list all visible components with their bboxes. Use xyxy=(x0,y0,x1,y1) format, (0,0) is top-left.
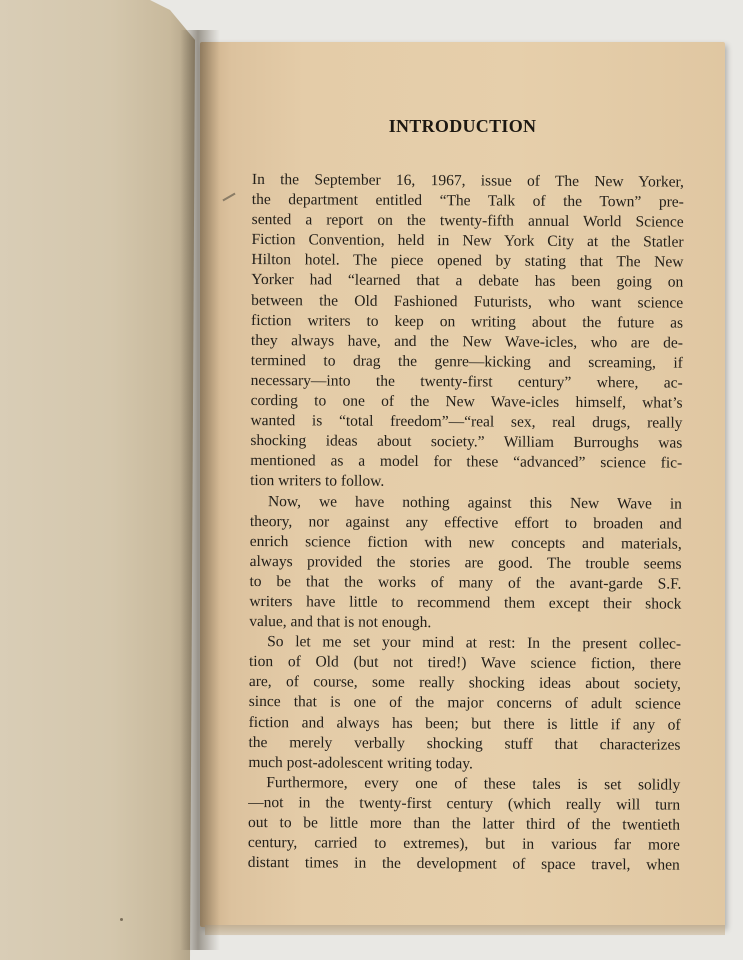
text-line: In the September 16, 1967, issue of The New Yorker, xyxy=(251,170,684,191)
text-line: sented a report on the twenty-fifth annual World Science xyxy=(251,211,684,231)
text-line: value, and that is not enough. xyxy=(249,613,432,632)
text-line: cording to one of the New Wave-icles himself, what’s xyxy=(250,392,683,412)
text-line: mentioned as a model for these “advanced” science fic- xyxy=(250,452,683,472)
body-text xyxy=(248,170,684,876)
text-line: much post-adolescent writing today. xyxy=(248,753,473,773)
text-line: Yorker had “learned that a debate has been going on xyxy=(251,271,684,292)
text-line: tion of Old (but not tired!) Wave science fiction, there xyxy=(248,653,682,673)
text-line: Hilton hotel. The piece opened by stating that The New xyxy=(251,251,684,272)
text-line: are, of course, some really shocking ideas about society, xyxy=(248,673,681,693)
text-line: the department entitled “The Talk of the Town” pre- xyxy=(251,191,684,211)
text-line: writers have little to recommend them except their shock xyxy=(249,592,682,613)
text-line: tion writers to follow. xyxy=(250,472,385,491)
chapter-heading: INTRODUCTION xyxy=(388,116,537,136)
text-line: enrich science fiction with new concepts and materials, xyxy=(249,532,682,553)
paper-speck xyxy=(120,918,123,921)
text-line: theory, nor against any effective effort to broaden and xyxy=(249,512,682,533)
page-edge xyxy=(205,925,725,935)
text-line: So let me set your mind at rest: In the present collec- xyxy=(267,633,682,653)
book-gutter xyxy=(180,30,220,950)
text-line: shocking ideas about society.” William Burroughs was xyxy=(250,432,683,452)
text-line: they always have, and the New Wave-icles, who are de- xyxy=(250,331,684,352)
text-line: fiction writers to keep on writing about the future as xyxy=(251,311,684,332)
text-line: —not in the twenty-first century (which really will turn xyxy=(248,793,681,814)
text-line: fiction and always has been; but there is little if any of xyxy=(248,713,681,734)
left-page xyxy=(0,0,200,960)
text-line: century, carried to extremes), but in various far more xyxy=(247,834,680,854)
text-line: Fiction Convention, held in New York City at the Statler xyxy=(251,231,684,251)
text-line: Now, we have nothing against this New Wave in xyxy=(267,492,683,513)
text-line: to be that the works of many of the avant-garde S.F. xyxy=(249,572,682,593)
text-line: the merely verbally shocking stuff that characterizes xyxy=(248,733,681,754)
text-line: distant times in the development of space travel, when xyxy=(247,854,680,874)
text-line: since that is one of the major concerns of adult science xyxy=(248,693,681,714)
text-line: termined to drag the genre—kicking and screaming, if xyxy=(250,351,683,372)
text-line: wanted is “total freedom”—“real sex, real drugs, really xyxy=(250,412,683,432)
text-line: necessary—into the twenty-first century” where, ac- xyxy=(250,371,683,392)
text-line: always provided the stories are good. The trouble seems xyxy=(249,552,682,573)
text-line: between the Old Fashioned Futurists, who want science xyxy=(251,291,684,312)
text-line: Furthermore, every one of these tales is set solidly xyxy=(266,773,681,794)
text-line: out to be little more than the latter third of the twentieth xyxy=(247,813,681,834)
